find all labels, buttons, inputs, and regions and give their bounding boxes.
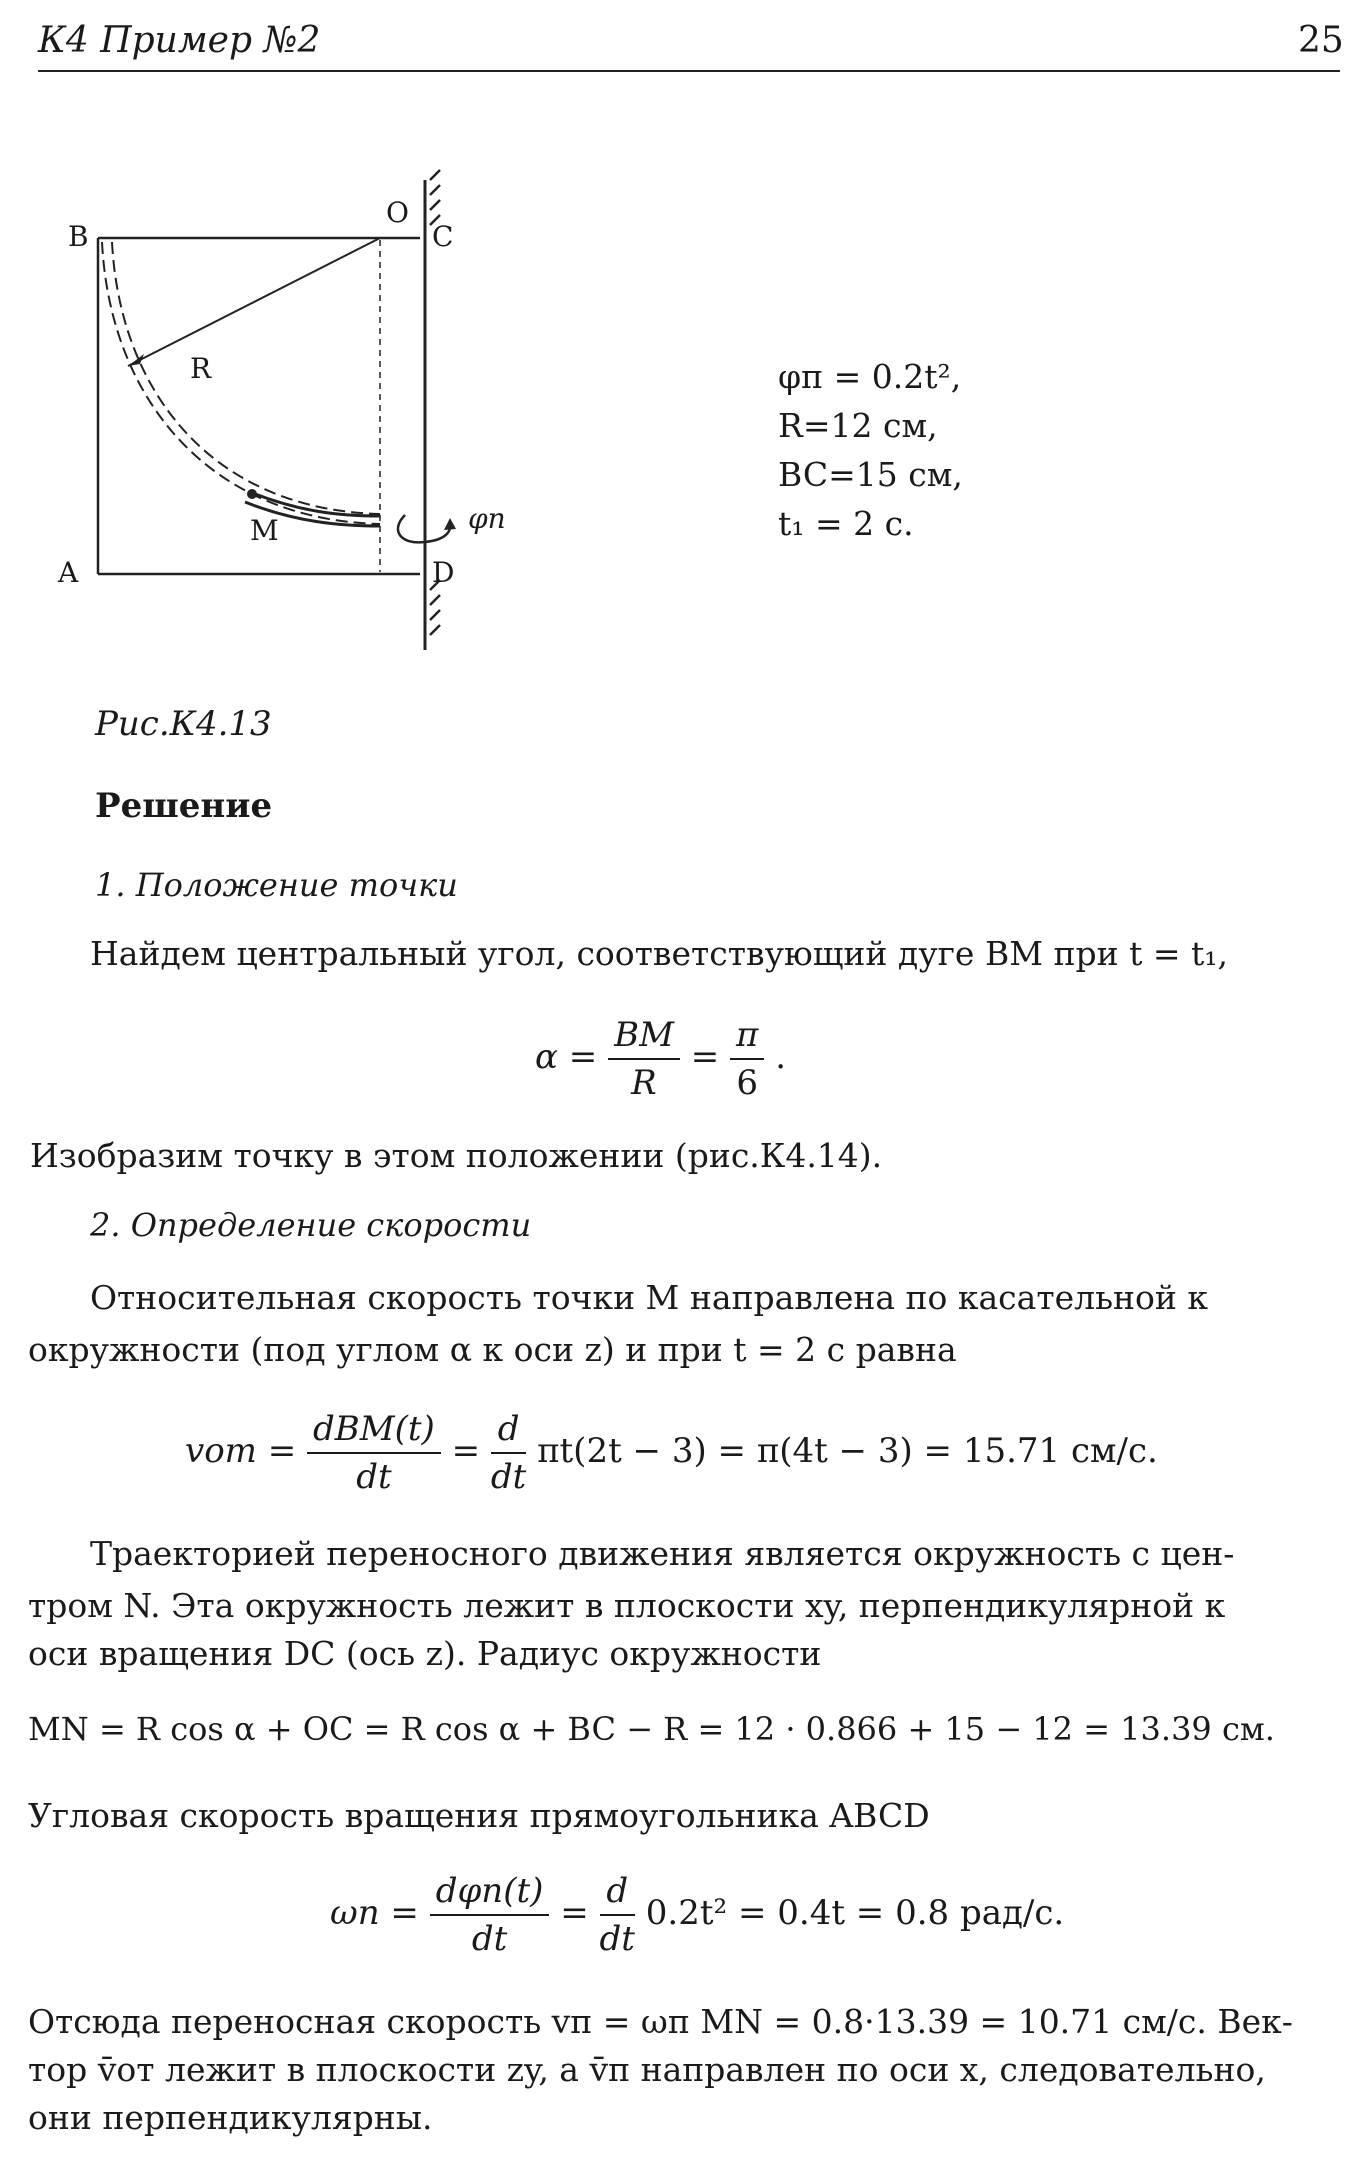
eq1-num2: π — [736, 1015, 759, 1055]
equation-alpha — [535, 1012, 786, 1106]
eq4-num2: d — [606, 1871, 629, 1911]
section-2-title: 2. Определение скорости — [90, 1206, 532, 1244]
label-o: O — [386, 196, 409, 229]
eq1-num1: BM — [614, 1015, 674, 1055]
eq4-fraction-1 — [430, 1868, 550, 1962]
label-d: D — [432, 556, 455, 589]
eq1-den1: R — [631, 1063, 657, 1103]
paragraph-5: Угловая скорость вращения прямоугольника ABCD — [28, 1796, 930, 1835]
equation-angular-velocity — [330, 1868, 1064, 1962]
eq1-tail: . — [775, 1037, 786, 1077]
eq2-den1: dt — [356, 1457, 392, 1497]
eq2-den2: dt — [490, 1457, 527, 1497]
label-r: R — [190, 352, 212, 385]
eq2-fraction-2 — [491, 1406, 526, 1500]
eq2-lhs: vот = — [185, 1431, 297, 1471]
solution-heading: Решение — [95, 786, 273, 826]
eq2-fraction-1 — [307, 1406, 441, 1500]
paragraph-2: Изобразим точку в этом положении (рис.К4.14). — [30, 1136, 883, 1175]
eq2-num1: dBM(t) — [313, 1409, 435, 1449]
label-b: B — [68, 220, 89, 253]
page-number: 25 — [1298, 20, 1344, 61]
given-phi: φп = 0.2t², — [778, 357, 962, 396]
label-a: A — [58, 556, 79, 589]
given-r: R=12 см, — [778, 406, 938, 445]
eq2-num2: d — [497, 1409, 520, 1449]
eq4-equals: = — [560, 1893, 589, 1933]
eq4-den2: dt — [599, 1919, 635, 1959]
paragraph-6-line-3: они перпендикулярны. — [28, 2098, 433, 2137]
paragraph-4-line-1: Траекторией переносного движения является окружность с цен- — [90, 1534, 1235, 1573]
eq1-den2: 6 — [736, 1063, 759, 1103]
figure-caption: Рис.К4.13 — [95, 704, 272, 744]
paragraph-3-line-2: окружности (под углом α к оси z) и при t = 2 с равна — [28, 1330, 957, 1369]
given-bc: BC=15 см, — [778, 455, 963, 494]
paragraph-6-line-1: Отсюда переносная скорость vп = ωп MN = 0.8·13.39 = 10.71 см/с. Век- — [28, 2002, 1293, 2041]
eq1-fraction-2 — [730, 1012, 764, 1106]
eq4-fraction-2 — [600, 1868, 635, 1962]
section-1-title: 1. Положение точки — [95, 866, 458, 904]
eq2-tail: πt(2t − 3) = π(4t − 3) = 15.71 см/с. — [537, 1431, 1158, 1471]
eq2-equals: = — [451, 1431, 481, 1471]
label-c: C — [432, 220, 454, 253]
header-rule — [38, 70, 1340, 72]
eq4-den1: dt — [471, 1919, 508, 1959]
paragraph-4-line-2: тром N. Эта окружность лежит в плоскости xy, перпендикулярной к — [28, 1586, 1226, 1625]
equation-relative-velocity — [185, 1406, 1158, 1500]
paragraph-1: Найдем центральный угол, соответствующий дуге BM при t = t₁, — [90, 934, 1228, 973]
label-m: M — [250, 514, 279, 547]
running-head: К4 Пример №2 — [38, 20, 321, 61]
equation-mn: MN = R cos α + OC = R cos α + BC − R = 12 · 0.866 + 15 − 12 = 13.39 см. — [28, 1710, 1275, 1748]
paragraph-3-line-1: Относительная скорость точки M направлена по касательной к — [90, 1278, 1209, 1317]
eq1-fraction-1 — [608, 1012, 680, 1106]
mechanism-figure — [40, 150, 560, 670]
eq4-lhs: ωп = — [330, 1893, 419, 1933]
paragraph-4-line-3: оси вращения DC (ось z). Радиус окружности — [28, 1634, 822, 1673]
eq1-lhs: α = — [535, 1037, 598, 1077]
given-values — [778, 352, 963, 548]
eq1-equals: = — [690, 1037, 720, 1077]
given-t1: t₁ = 2 с. — [778, 504, 914, 543]
eq4-num1: dφп(t) — [435, 1871, 544, 1911]
eq4-tail: 0.2t² = 0.4t = 0.8 рад/с. — [645, 1893, 1065, 1933]
paragraph-6-line-2: тор v̄от лежит в плоскости zy, а v̄п направлен по оси x, следовательно, — [28, 2050, 1266, 2089]
label-phi: φп — [468, 502, 506, 535]
